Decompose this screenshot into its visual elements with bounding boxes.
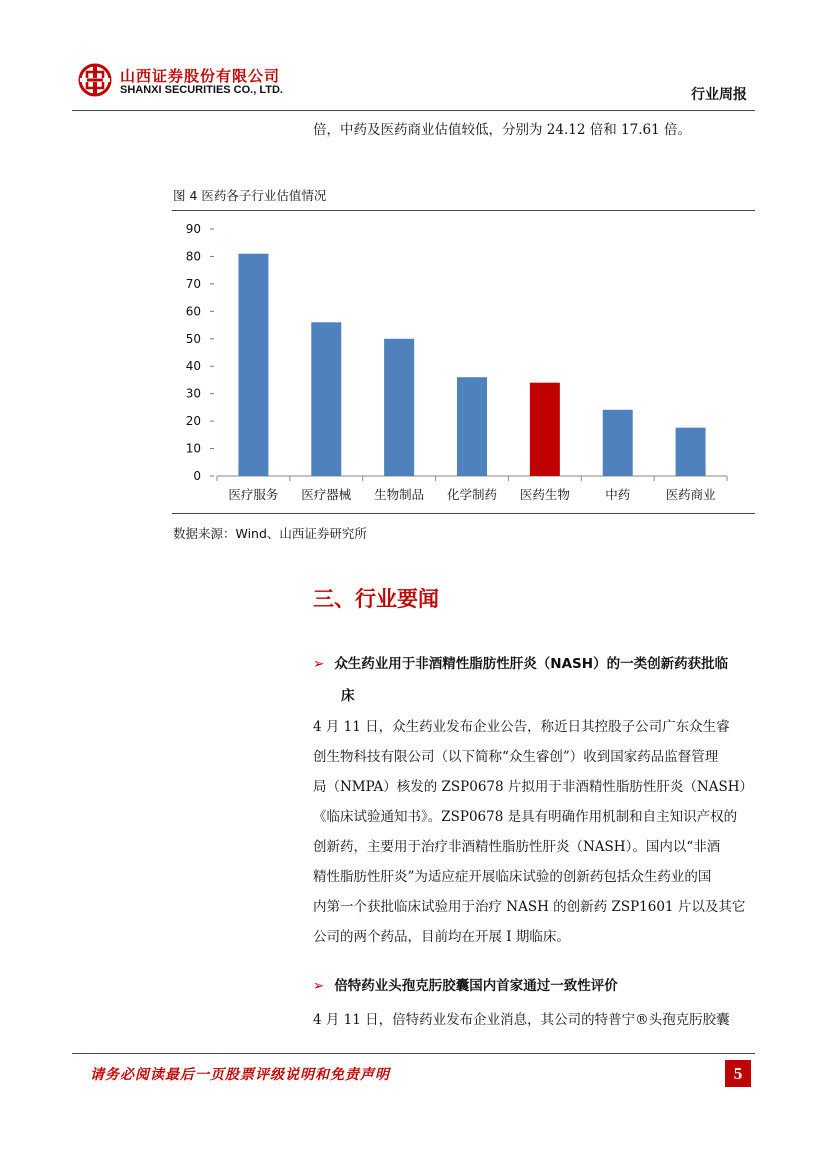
x-tick-label: 医药生物 bbox=[519, 487, 570, 502]
header-divider bbox=[72, 110, 755, 111]
news-paragraph-1 bbox=[313, 712, 753, 952]
footer-disclaimer: 请务必阅读最后一页股票评级说明和免责声明 bbox=[90, 1067, 390, 1083]
paragraph-line: 4 月 11 日，倍特药业发布企业消息，其公司的特普宁®头孢克肟胶囊 bbox=[313, 1012, 730, 1028]
figure-source: 数据来源：Wind、山西证券研究所 bbox=[173, 526, 367, 541]
x-tick-label: 医药商业 bbox=[665, 487, 716, 502]
paragraph-line: 精性脂肪性肝炎”为适应症开展临床试验的创新药包括众生药业的国 bbox=[313, 869, 712, 885]
y-tick-label: 20 bbox=[185, 414, 201, 429]
x-tick-label: 生物制品 bbox=[374, 487, 425, 502]
bar bbox=[457, 377, 487, 476]
y-tick-label: 60 bbox=[185, 304, 201, 319]
y-tick-label: 70 bbox=[185, 276, 201, 291]
section-title: 三、行业要闻 bbox=[313, 587, 439, 611]
figure-top-rule bbox=[172, 210, 755, 211]
valuation-bar-chart bbox=[172, 220, 732, 510]
arrow-bullet-icon: ➢ bbox=[313, 656, 325, 672]
paragraph-line: 局（NMPA）核发的 ZSP0678 片拟用于非酒精性脂肪性肝炎（NASH） bbox=[313, 779, 753, 795]
paragraph-line: 《临床试验通知书》。ZSP0678 是具有明确作用机制和自主知识产权的 bbox=[313, 809, 738, 825]
x-tick-label: 医疗器械 bbox=[301, 487, 352, 502]
intro-text: 倍，中药及医药商业估值较低，分别为 24.12 倍和 17.61 倍。 bbox=[313, 122, 691, 138]
company-logo-icon bbox=[78, 63, 112, 97]
bar bbox=[603, 410, 633, 476]
y-tick-label: 90 bbox=[185, 222, 201, 236]
company-name-cn: 山西证券股份有限公司 bbox=[120, 67, 281, 85]
paragraph-line: 内第一个获批临床试验用于治疗 NASH 的创新药 ZSP1601 片以及其它 bbox=[313, 899, 746, 915]
bar bbox=[311, 322, 341, 476]
y-tick-label: 50 bbox=[185, 331, 201, 346]
figure-bottom-rule bbox=[172, 513, 755, 514]
arrow-bullet-icon: ➢ bbox=[313, 978, 325, 994]
news-paragraph-2 bbox=[313, 1005, 753, 1035]
bar bbox=[676, 428, 706, 476]
news-headline-2 bbox=[313, 970, 753, 1002]
bar bbox=[530, 383, 560, 476]
y-tick-label: 10 bbox=[185, 441, 201, 456]
page-number: 5 bbox=[725, 1060, 751, 1087]
news-headline-1 bbox=[313, 648, 753, 712]
y-tick-label: 40 bbox=[185, 359, 201, 374]
company-name-en: SHANXI SECURITIES CO., LTD. bbox=[120, 84, 283, 96]
paragraph-line: 创生物科技有限公司（以下简称“众生睿创”）收到国家药品监督管理 bbox=[313, 749, 719, 765]
news-headline-1-line2: 床 bbox=[341, 688, 355, 704]
y-tick-label: 30 bbox=[185, 386, 201, 401]
bar bbox=[384, 339, 414, 476]
x-tick-label: 化学制药 bbox=[446, 487, 498, 502]
news-headline-1-line1: 众生药业用于非酒精性脂肪性肝炎（NASH）的一类创新药获批临 bbox=[334, 656, 729, 672]
y-tick-label: 0 bbox=[193, 469, 201, 483]
figure-title: 图 4 医药各子行业估值情况 bbox=[173, 188, 327, 203]
footer-divider bbox=[72, 1053, 755, 1054]
paragraph-line: 4 月 11 日，众生药业发布企业公告，称近日其控股子公司广东众生睿 bbox=[313, 719, 730, 735]
x-tick-label: 医疗服务 bbox=[228, 487, 279, 502]
y-tick-label: 80 bbox=[185, 249, 201, 264]
report-type-label: 行业周报 bbox=[691, 87, 747, 103]
news-headline-2-line1: 倍特药业头孢克肟胶囊国内首家通过一致性评价 bbox=[334, 978, 618, 994]
x-tick-label: 中药 bbox=[605, 487, 631, 502]
paragraph-line: 创新药，主要用于治疗非酒精性脂肪性肝炎（NASH）。国内以“非酒 bbox=[313, 839, 721, 855]
paragraph-line: 公司的两个药品，目前均在开展 I 期临床。 bbox=[313, 929, 570, 945]
bar bbox=[238, 254, 268, 476]
